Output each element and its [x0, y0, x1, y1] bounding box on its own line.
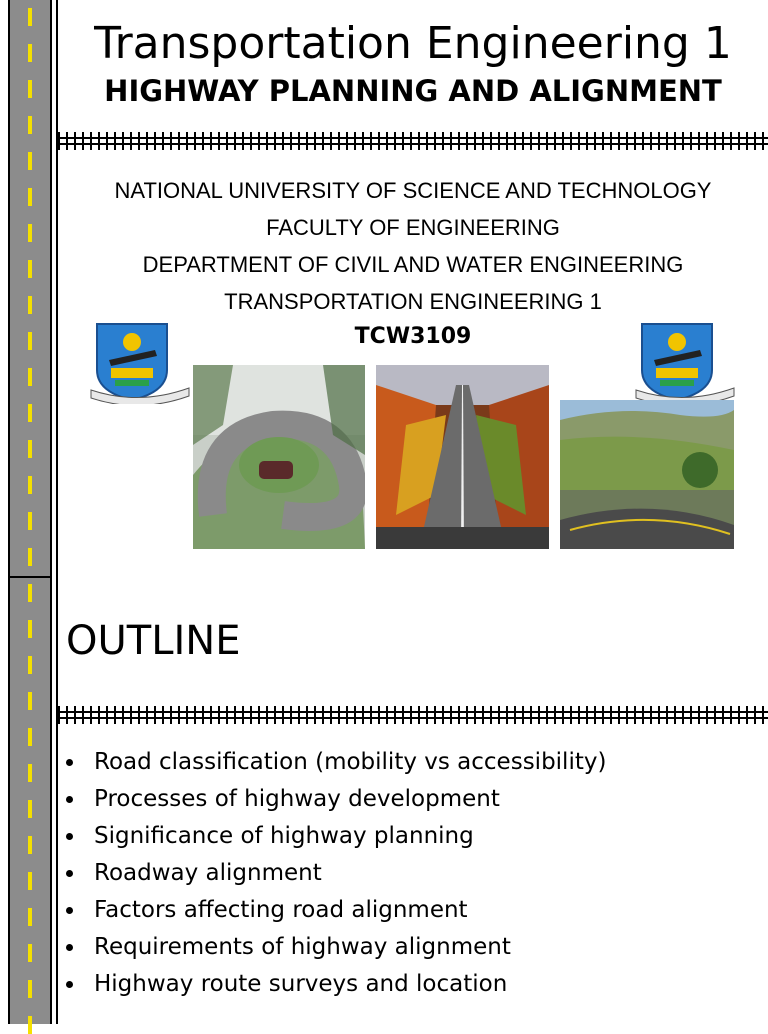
lane-dash — [28, 116, 32, 134]
bullet-icon — [66, 981, 73, 988]
list-item-text: Highway route surveys and location — [94, 971, 508, 997]
rail-divider-bottom — [58, 706, 768, 724]
lane-dash — [28, 728, 32, 746]
lane-dash — [28, 872, 32, 890]
lane-dash — [28, 764, 32, 782]
list-item-text: Roadway alignment — [94, 860, 322, 886]
lane-dash — [28, 908, 32, 926]
lane-dash — [28, 548, 32, 566]
bullet-icon — [66, 759, 73, 766]
course-name: TRANSPORTATION ENGINEERING 1 — [224, 289, 602, 314]
list-item — [62, 892, 762, 929]
outline-heading: OUTLINE — [66, 618, 241, 664]
bullet-icon — [66, 907, 73, 914]
list-item — [62, 818, 762, 855]
lane-dash — [28, 260, 32, 278]
list-item-text: Road classification (mobility vs accessibility) — [94, 749, 607, 775]
forest-road-photo — [376, 365, 549, 553]
list-item — [62, 966, 762, 1003]
lane-dash — [28, 368, 32, 386]
faculty-name: FACULTY OF ENGINEERING — [266, 215, 560, 240]
bullet-icon — [66, 944, 73, 951]
bullet-icon — [66, 833, 73, 840]
bullet-icon — [66, 796, 73, 803]
lane-dash — [28, 800, 32, 818]
lane-dash — [28, 332, 32, 350]
lane-dash — [28, 80, 32, 98]
nust-crest-logo-left — [89, 320, 193, 404]
page-title: Transportation Engineering 1 — [94, 18, 732, 69]
list-item-text: Requirements of highway alignment — [94, 934, 511, 960]
list-item-text: Factors affecting road alignment — [94, 897, 468, 923]
outline-list — [62, 744, 762, 1003]
lane-dash — [28, 224, 32, 242]
curved-rural-road-photo — [560, 400, 734, 553]
lane-dash — [28, 512, 32, 530]
road-strip-decoration — [0, 0, 58, 1024]
road-edge-line — [56, 0, 58, 1024]
lane-dash — [28, 44, 32, 62]
lane-dash — [28, 692, 32, 710]
lane-dash — [28, 620, 32, 638]
lane-dash — [28, 1016, 32, 1034]
list-item-text: Processes of highway development — [94, 786, 500, 812]
lane-dash — [28, 440, 32, 458]
list-item-text: Significance of highway planning — [94, 823, 474, 849]
list-item — [62, 781, 762, 818]
lane-dash — [28, 584, 32, 602]
nust-crest-logo-right — [634, 320, 738, 404]
list-item — [62, 855, 762, 892]
lane-dash — [28, 836, 32, 854]
road-separator-line — [8, 576, 52, 578]
list-item — [62, 744, 762, 781]
course-code: TCW3109 — [354, 324, 472, 349]
lane-dash — [28, 980, 32, 998]
list-item — [62, 929, 762, 966]
lane-dash — [28, 296, 32, 314]
lane-dash — [28, 8, 32, 26]
lane-dash — [28, 152, 32, 170]
lane-dash — [28, 656, 32, 674]
lane-dash — [28, 188, 32, 206]
rail-divider-top — [58, 132, 768, 150]
lane-dash — [28, 476, 32, 494]
hairpin-mountain-road-photo — [193, 365, 365, 553]
institution-name: NATIONAL UNIVERSITY OF SCIENCE AND TECHNOLOGY — [114, 178, 712, 203]
bullet-icon — [66, 870, 73, 877]
department-name: DEPARTMENT OF CIVIL AND WATER ENGINEERING — [142, 252, 684, 277]
lane-dash — [28, 404, 32, 422]
page-subtitle: HIGHWAY PLANNING AND ALIGNMENT — [104, 74, 722, 108]
lane-dash — [28, 944, 32, 962]
